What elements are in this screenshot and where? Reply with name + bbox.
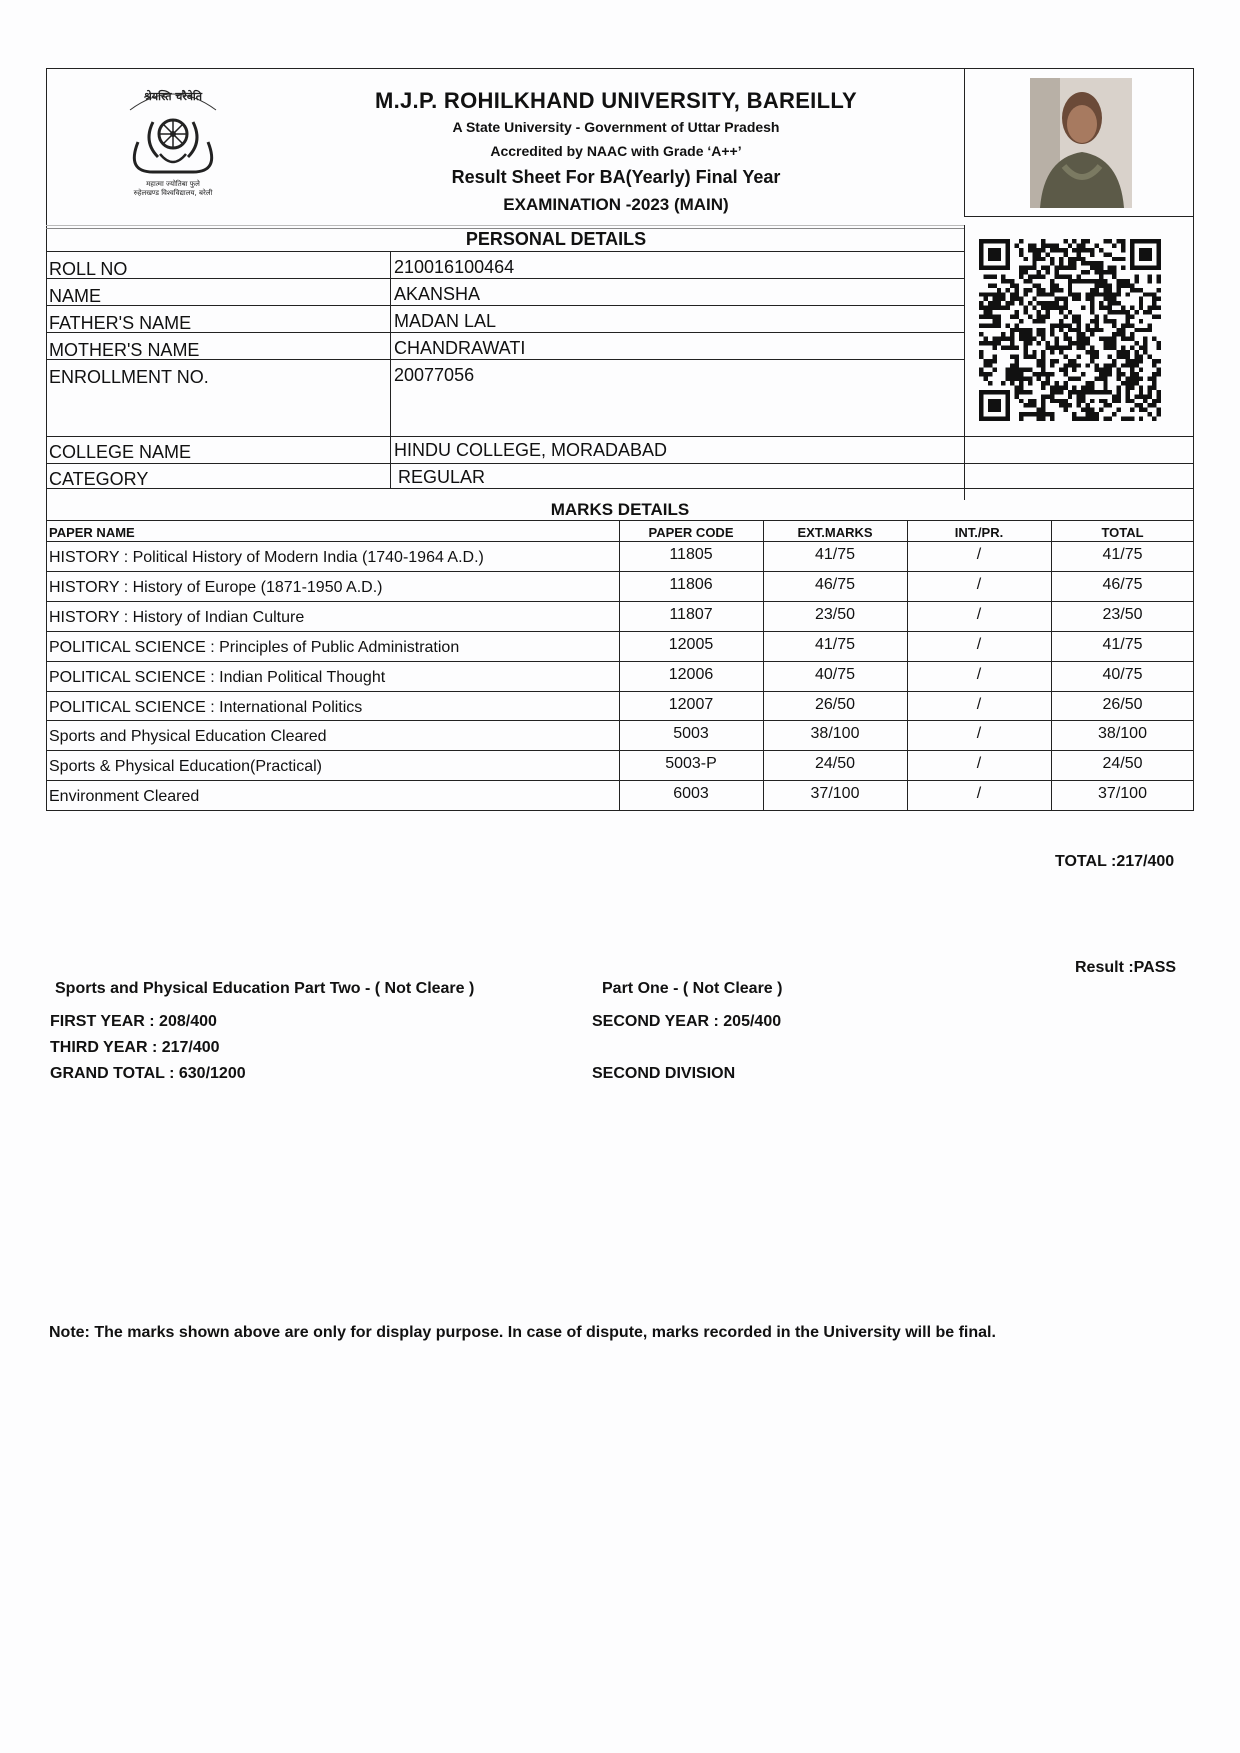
int-pr-cell: /: [976, 785, 982, 802]
col-header-ext-marks: EXT.MARKS: [797, 525, 873, 540]
rule: [46, 810, 1194, 811]
rule: [964, 225, 965, 500]
rule: [46, 661, 1194, 662]
paper-code-cell: 12005: [668, 636, 714, 653]
paper-name-cell: HISTORY : History of Indian Culture: [49, 609, 305, 626]
rule: [46, 436, 1194, 437]
int-pr-cell: /: [976, 546, 982, 563]
logo-motto: श्रेयस्ति चरैवेति: [143, 90, 203, 103]
rule: [46, 305, 964, 306]
rule: [46, 541, 1194, 542]
student-photo: [1030, 78, 1132, 208]
paper-name-cell: Sports & Physical Education(Practical): [49, 758, 322, 775]
col-header-int-pr: INT./PR.: [954, 525, 1004, 540]
col-header-paper-code: PAPER CODE: [648, 525, 734, 540]
ext-marks-cell: 41/75: [814, 636, 856, 653]
total-cell: 46/75: [1102, 576, 1143, 593]
paper-code-cell: 5003: [673, 725, 709, 742]
int-pr-cell: /: [976, 636, 982, 653]
ext-marks-cell: 24/50: [814, 755, 856, 772]
university-name: M.J.P. ROHILKHAND UNIVERSITY, BAREILLY: [374, 88, 858, 113]
paper-code-cell: 12007: [668, 696, 714, 713]
result-status: Result :PASS: [1075, 959, 1177, 976]
rule: [46, 520, 1194, 521]
marks-details-title: MARKS DETAILS: [550, 500, 690, 519]
total-marks: TOTAL :217/400: [1055, 853, 1175, 870]
rule: [46, 251, 964, 252]
part-one-status: Part One - ( Not Cleare ): [602, 980, 783, 997]
logo-caption-1: महात्मा ज्योतिबा फुले: [146, 180, 200, 188]
exam-title: EXAMINATION -2023 (MAIN): [503, 195, 729, 214]
paper-name-cell: POLITICAL SCIENCE : International Politics: [49, 699, 363, 716]
rule: [46, 720, 1194, 721]
int-pr-cell: /: [976, 696, 982, 713]
rule: [46, 225, 964, 226]
paper-name-cell: Sports and Physical Education Cleared: [49, 728, 327, 745]
mother-name-value: CHANDRAWATI: [394, 338, 526, 358]
personal-details-title: PERSONAL DETAILS: [465, 229, 647, 249]
third-year-total: THIRD YEAR : 217/400: [50, 1039, 220, 1056]
rule: [46, 691, 1194, 692]
sports-part-two-status: Sports and Physical Education Part Two - ( Not Cleare ): [55, 980, 475, 997]
paper-name-cell: HISTORY : Political History of Modern India (1740-1964 A.D.): [49, 549, 484, 566]
result-sheet: [46, 68, 1194, 1341]
total-cell: 40/75: [1102, 666, 1143, 683]
ext-marks-cell: 37/100: [810, 785, 860, 802]
rule: [46, 68, 47, 811]
ext-marks-cell: 38/100: [810, 725, 860, 742]
ext-marks-cell: 40/75: [814, 666, 856, 683]
enrollment-no-label: ENROLLMENT NO.: [49, 367, 209, 387]
int-pr-cell: /: [976, 666, 982, 683]
paper-code-cell: 11807: [669, 606, 713, 623]
university-logo: [108, 82, 238, 202]
father-name-value: MADAN LAL: [394, 311, 497, 331]
paper-name-cell: POLITICAL SCIENCE : Indian Political Thought: [49, 669, 386, 686]
rule: [46, 463, 1194, 464]
total-cell: 41/75: [1102, 546, 1143, 563]
paper-name-cell: Environment Cleared: [49, 788, 200, 805]
int-pr-cell: /: [976, 606, 982, 623]
rule: [390, 251, 391, 488]
second-year-total: SECOND YEAR : 205/400: [592, 1013, 782, 1030]
sheet-frame: [46, 68, 1194, 811]
paper-code-cell: 12006: [668, 666, 714, 683]
father-name-label: FATHER'S NAME: [49, 313, 192, 333]
paper-code-cell: 5003-P: [665, 755, 717, 772]
first-year-total: FIRST YEAR : 208/400: [50, 1013, 217, 1030]
rule: [46, 278, 964, 279]
ext-marks-cell: 46/75: [814, 576, 856, 593]
roll-no-value: 210016100464: [394, 257, 515, 277]
qr-code: [979, 239, 1161, 421]
accreditation: Accredited by NAAC with Grade ‘A++’: [490, 143, 742, 159]
total-cell: 37/100: [1098, 785, 1147, 802]
name-label: NAME: [49, 286, 102, 306]
roll-no-label: ROLL NO: [49, 259, 128, 279]
total-cell: 26/50: [1102, 696, 1143, 713]
paper-code-cell: 6003: [673, 785, 709, 802]
logo-caption-2: रुहेलखण्ड विश्वविद्यालय, बरेली: [133, 189, 213, 197]
total-cell: 38/100: [1098, 725, 1147, 742]
int-pr-cell: /: [976, 576, 982, 593]
rule: [46, 631, 1194, 632]
rule: [46, 68, 1194, 69]
rule: [964, 216, 1194, 217]
grand-total: GRAND TOTAL : 630/1200: [50, 1065, 246, 1082]
university-subtitle: A State University - Government of Uttar Pradesh: [452, 119, 780, 135]
total-cell: 41/75: [1102, 636, 1143, 653]
sheet-title: Result Sheet For BA(Yearly) Final Year: [451, 167, 781, 187]
col-header-total: TOTAL: [1101, 525, 1144, 540]
name-value: AKANSHA: [394, 284, 481, 304]
int-pr-cell: /: [976, 755, 982, 772]
rule: [46, 601, 1194, 602]
rule: [46, 488, 1194, 489]
category-value: REGULAR: [398, 467, 486, 487]
rule: [46, 780, 1194, 781]
col-header-paper-name: PAPER NAME: [49, 525, 135, 540]
paper-name-cell: POLITICAL SCIENCE : Principles of Public Administration: [49, 639, 460, 656]
rule: [46, 571, 1194, 572]
college-name-label: COLLEGE NAME: [49, 442, 192, 462]
ext-marks-cell: 41/75: [814, 546, 856, 563]
paper-code-cell: 11805: [669, 546, 713, 563]
mother-name-label: MOTHER'S NAME: [49, 340, 200, 360]
total-cell: 24/50: [1102, 755, 1143, 772]
disclaimer-note: Note: The marks shown above are only for display purpose. In case of dispute, marks recorded in the University will be final.: [49, 1324, 996, 1341]
paper-name-cell: HISTORY : History of Europe (1871-1950 A.D.): [49, 579, 383, 596]
category-label: CATEGORY: [49, 469, 149, 489]
division: SECOND DIVISION: [592, 1065, 736, 1082]
int-pr-cell: /: [976, 725, 982, 742]
ext-marks-cell: 23/50: [814, 606, 856, 623]
rule: [46, 750, 1194, 751]
total-cell: 23/50: [1102, 606, 1143, 623]
paper-code-cell: 11806: [669, 576, 713, 593]
college-name-value: HINDU COLLEGE, MORADABAD: [394, 440, 668, 460]
ext-marks-cell: 26/50: [814, 696, 856, 713]
enrollment-no-value: 20077056: [394, 365, 475, 385]
